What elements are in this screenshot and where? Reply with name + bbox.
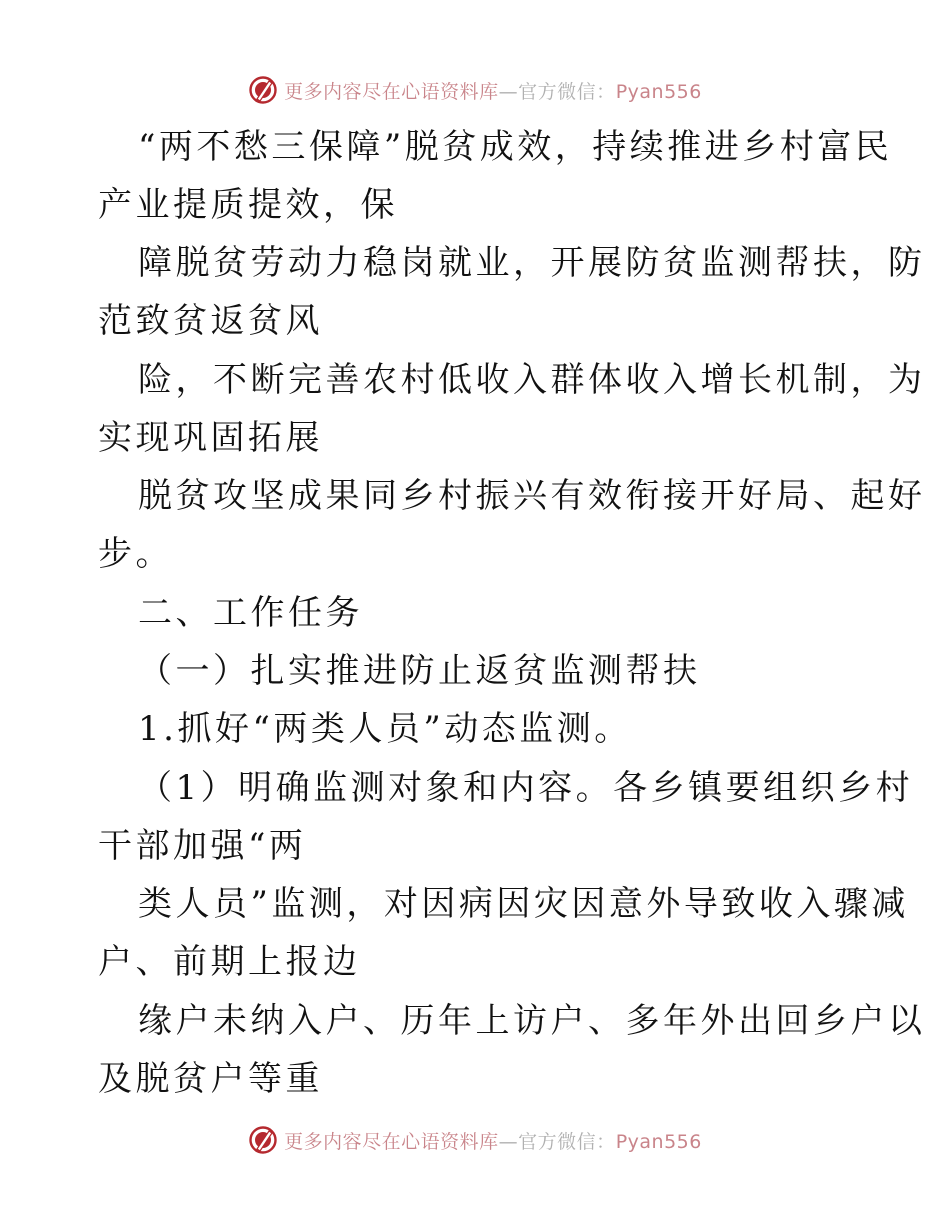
watermark-main-text: 更多内容尽在心语资料库 xyxy=(284,1130,499,1153)
watermark-text xyxy=(284,1127,702,1154)
watermark-official-label: 官方微信： xyxy=(518,80,616,103)
text-line: 范致贫返贫风 xyxy=(98,301,323,341)
pen-logo-icon xyxy=(248,1125,278,1155)
watermark-wechat-id: Pyan556 xyxy=(615,80,702,103)
text-line: 产业提质提效，保 xyxy=(98,185,398,225)
subsection-heading: （一）扎实推进防止返贫监测帮扶 xyxy=(138,651,701,691)
text-line: 步。 xyxy=(98,534,173,574)
item-heading: 1.抓好“两类人员”动态监测。 xyxy=(138,709,632,749)
watermark-wechat-id: Pyan556 xyxy=(615,1130,702,1153)
watermark-separator: — xyxy=(498,80,519,103)
watermark-main-text: 更多内容尽在心语资料库 xyxy=(284,80,499,103)
text-line: 缘户未纳入户、历年上访户、多年外出回乡户以 xyxy=(138,1001,926,1041)
watermark-text xyxy=(284,77,702,104)
text-line: “两不愁三保障”脱贫成效，持续推进乡村富民 xyxy=(138,127,893,167)
text-line: 脱贫攻坚成果同乡村振兴有效衔接开好局、起好 xyxy=(138,476,926,516)
text-line: 障脱贫劳动力稳岗就业，开展防贫监测帮扶，防 xyxy=(138,243,926,283)
text-line: 险，不断完善农村低收入群体收入增长机制，为 xyxy=(138,360,926,400)
text-line: 类人员”监测，对因病因灾因意外导致收入骤减 xyxy=(138,884,909,924)
watermark-official-label: 官方微信： xyxy=(518,1130,616,1153)
text-line: 户、前期上报边 xyxy=(98,942,361,982)
text-line: 及脱贫户等重 xyxy=(98,1059,323,1099)
footer-watermark xyxy=(0,1120,950,1160)
pen-logo-icon xyxy=(248,75,278,105)
section-heading: 二、工作任务 xyxy=(138,593,363,633)
watermark-separator: — xyxy=(498,1130,519,1153)
text-line: 干部加强“两 xyxy=(98,826,307,866)
text-line: （1）明确监测对象和内容。各乡镇要组织乡村 xyxy=(138,768,914,808)
header-watermark xyxy=(0,70,950,110)
text-line: 实现巩固拓展 xyxy=(98,418,323,458)
